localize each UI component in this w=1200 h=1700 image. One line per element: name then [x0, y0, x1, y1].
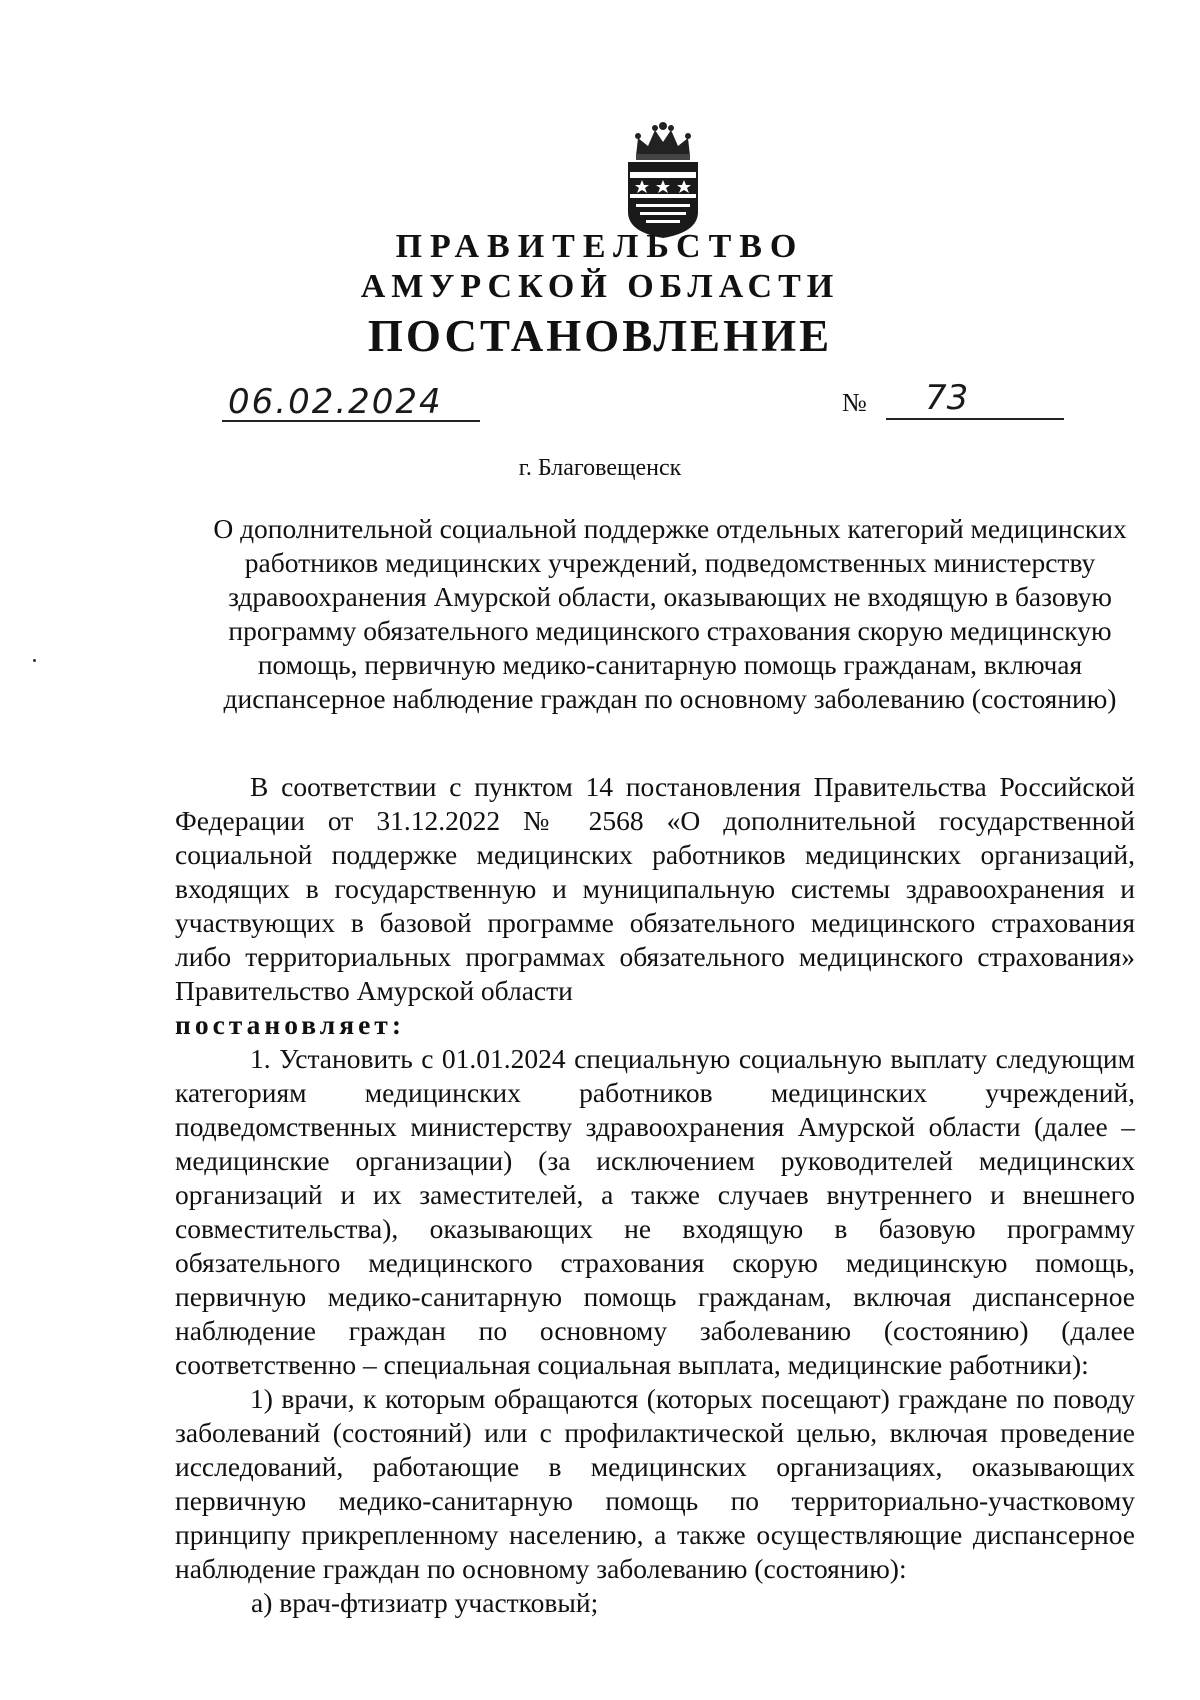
document-date: 06.02.2024 [228, 382, 443, 422]
government-name-line1: ПРАВИТЕЛЬСТВО [395, 228, 805, 265]
coat-of-arms-icon [622, 120, 704, 240]
resolves-word: постановляет: [175, 1009, 405, 1040]
number-underline [886, 418, 1064, 420]
paragraph-1-1: 1) врачи, к которым обращаются (которых посещают) граждане по поводу заболеваний (состояний) или с профилактической целью, включая проведение исследований, работающие в медицинских организациях, оказывающих первичную медико-санитарную помощь по территориально-участковому принципу прикрепленному населению, а также осуществляющие диспансерное наблюдение граждан по основному заболеванию (состоянию): [175, 1383, 1135, 1584]
government-name-line2: АМУРСКОЙ ОБЛАСТИ [360, 268, 840, 305]
city-name: г. Благовещенск [518, 455, 682, 481]
number-sign: № [842, 388, 867, 417]
preamble-paragraph: В соответствии с пунктом 14 постановления Правительства Российской Федерации от 31.12.2022 № 2568 «О дополнительной государственной социальной поддержке медицинских работников медицинских организаций, входящих в государственную и муниципальную системы здравоохранения и участвующих в базовой программе обязательного медицинского страхования либо территориальных программах обязательного медицинского страхования» Правительство Амурской области [175, 771, 1135, 1006]
document-title: О дополнительной социальной поддержке отдельных категорий медицинских работников медицинских учреждений, подведомственных министерству здравоохранения Амурской области, оказывающих не входящую в базовую программу обязательного медицинского страхования скорую медицинскую помощь, первичную медико-санитарную помощь гражданам, включая диспансерное наблюдение граждан по основному заболеванию (состоянию) [213, 513, 1127, 714]
document-body [175, 770, 1135, 1620]
paragraph-1: 1. Установить с 01.01.2024 специальную социальную выплату следующим категориям медицинских работников медицинских учреждений, подведомственных министерству здравоохранения Амурской области (далее – медицинские организации) (за исключением руководителей медицинских организаций и их заместителей, а также случаев внутреннего и внешнего совместительства), оказывающих не входящую в базовую программу обязательного медицинского страхования скорую медицинскую помощь, первичную медико-санитарную помощь гражданам, включая диспансерное наблюдение граждан по основному заболеванию (состоянию) (далее соответственно – специальная социальная выплата, медицинские работники): [175, 1043, 1135, 1380]
document-number: 73 [925, 378, 969, 418]
document-type-heading: ПОСТАНОВЛЕНИЕ [367, 311, 833, 361]
paragraph-1-1-a: а) врач-фтизиатр участковый; [251, 1587, 599, 1618]
scan-speck [33, 659, 36, 662]
date-underline [222, 420, 480, 422]
